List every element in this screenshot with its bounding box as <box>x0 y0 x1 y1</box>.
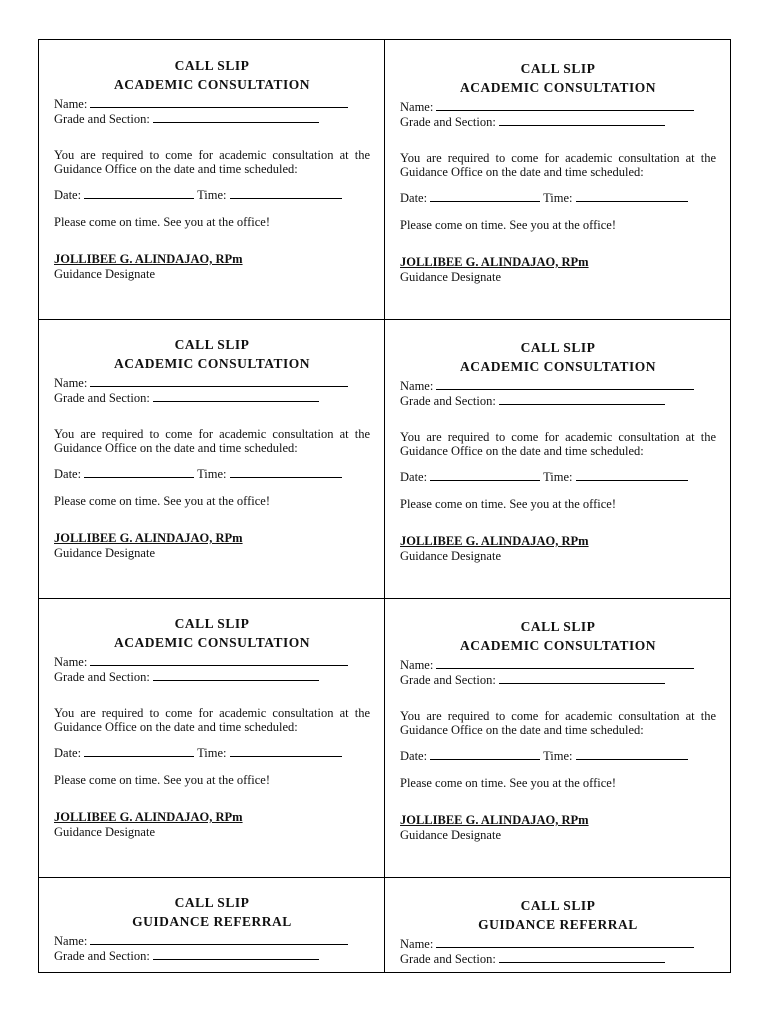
grade-row <box>400 115 716 130</box>
grade-blank <box>499 115 665 126</box>
name-row <box>54 376 370 391</box>
signer-title: Guidance Designate <box>400 828 502 842</box>
grade-label: Grade and Section: <box>54 111 150 126</box>
date-label: Date: <box>400 749 428 763</box>
signer-name: JOLLIBEE G. ALINDAJAO, RPm <box>54 810 243 824</box>
grade-blank <box>153 670 319 681</box>
date-time-row <box>400 470 716 485</box>
grade-blank <box>153 949 319 960</box>
call-slip-title: CALL SLIP <box>174 895 250 910</box>
name-label: Name: <box>400 100 434 114</box>
name-blank <box>436 937 694 948</box>
time-blank <box>230 467 342 478</box>
time-blank <box>230 188 342 199</box>
name-blank <box>90 97 348 108</box>
grade-label: Grade and Section: <box>54 390 150 405</box>
name-row <box>54 97 370 112</box>
time-blank <box>576 749 688 760</box>
name-row <box>54 934 370 949</box>
call-slip-title: CALL SLIP <box>520 340 596 355</box>
date-time-row <box>54 467 370 482</box>
grade-blank <box>499 394 665 405</box>
call-slip-title: CALL SLIP <box>520 898 596 913</box>
call-slip-sheet <box>38 39 731 973</box>
date-blank <box>430 191 540 202</box>
name-blank <box>436 100 694 111</box>
name-label: Name: <box>400 658 434 672</box>
name-row <box>54 655 370 670</box>
time-blank <box>576 470 688 481</box>
slip-heading: ACADEMIC CONSULTATION <box>114 356 310 371</box>
date-blank <box>430 749 540 760</box>
signer-name: JOLLIBEE G. ALINDAJAO, RPm <box>54 252 243 266</box>
date-label: Date: <box>400 191 428 205</box>
grade-blank <box>153 112 319 123</box>
name-label: Name: <box>400 379 434 393</box>
slip-heading: ACADEMIC CONSULTATION <box>460 80 656 95</box>
grade-row <box>400 394 716 409</box>
name-row <box>400 658 716 673</box>
call-slip <box>39 320 385 598</box>
call-slip <box>385 599 731 877</box>
reminder-text: Please come on time. See you at the office! <box>400 775 617 790</box>
date-label: Date: <box>54 746 82 760</box>
call-slip-title: CALL SLIP <box>174 616 250 631</box>
date-blank <box>84 467 194 478</box>
grade-row <box>54 112 370 127</box>
call-slip <box>385 40 731 319</box>
grade-row <box>54 670 370 685</box>
consultation-notice: You are required to come for academic consultation at the Guidance Office on the date and time scheduled: <box>54 427 370 455</box>
name-label: Name: <box>54 934 88 948</box>
date-blank <box>84 746 194 757</box>
signer-title: Guidance Designate <box>54 546 156 560</box>
grade-blank <box>153 391 319 402</box>
grade-label: Grade and Section: <box>400 672 496 687</box>
date-time-row <box>400 749 716 764</box>
time-blank <box>230 746 342 757</box>
consultation-notice: You are required to come for academic consultation at the Guidance Office on the date and time scheduled: <box>400 151 716 179</box>
date-label: Date: <box>54 188 82 202</box>
grade-label: Grade and Section: <box>400 393 496 408</box>
date-blank <box>430 470 540 481</box>
date-label: Date: <box>400 470 428 484</box>
slip-heading: ACADEMIC CONSULTATION <box>460 638 656 653</box>
signer-title: Guidance Designate <box>400 270 502 284</box>
call-slip-title: CALL SLIP <box>174 58 250 73</box>
name-row <box>400 379 716 394</box>
date-time-row <box>54 746 370 761</box>
slip-heading: ACADEMIC CONSULTATION <box>114 77 310 92</box>
name-blank <box>90 376 348 387</box>
grade-row <box>54 391 370 406</box>
name-blank <box>90 934 348 945</box>
reminder-text: Please come on time. See you at the office! <box>54 493 271 508</box>
slip-heading: GUIDANCE REFERRAL <box>132 914 292 929</box>
name-blank <box>90 655 348 666</box>
reminder-text: Please come on time. See you at the office! <box>54 772 271 787</box>
call-slip-title: CALL SLIP <box>520 619 596 634</box>
slip-heading: ACADEMIC CONSULTATION <box>114 635 310 650</box>
name-blank <box>436 658 694 669</box>
signer-title: Guidance Designate <box>54 267 156 281</box>
time-label: Time: <box>543 191 573 205</box>
grade-label: Grade and Section: <box>400 114 496 129</box>
consultation-notice: You are required to come for academic consultation at the Guidance Office on the date and time scheduled: <box>54 148 370 176</box>
consultation-notice: You are required to come for academic consultation at the Guidance Office on the date and time scheduled: <box>400 430 716 458</box>
call-slip <box>385 320 731 598</box>
date-label: Date: <box>54 467 82 481</box>
reminder-text: Please come on time. See you at the office! <box>400 217 617 232</box>
reminder-text: Please come on time. See you at the office! <box>400 496 617 511</box>
time-label: Time: <box>197 746 227 760</box>
date-time-row <box>54 188 370 203</box>
consultation-notice: You are required to come for academic consultation at the Guidance Office on the date and time scheduled: <box>54 706 370 734</box>
grade-blank <box>499 673 665 684</box>
time-blank <box>576 191 688 202</box>
call-slip <box>39 40 385 319</box>
signer-name: JOLLIBEE G. ALINDAJAO, RPm <box>400 534 589 548</box>
call-slip-title: CALL SLIP <box>174 337 250 352</box>
time-label: Time: <box>197 467 227 481</box>
grade-row <box>400 673 716 688</box>
call-slip <box>39 599 385 877</box>
call-slip-title: CALL SLIP <box>520 61 596 76</box>
grade-label: Grade and Section: <box>54 669 150 684</box>
time-label: Time: <box>197 188 227 202</box>
reminder-text: Please come on time. See you at the office! <box>54 214 271 229</box>
grade-label: Grade and Section: <box>54 948 150 963</box>
grade-label: Grade and Section: <box>400 951 496 966</box>
signer-title: Guidance Designate <box>54 825 156 839</box>
name-label: Name: <box>54 376 88 390</box>
name-blank <box>436 379 694 390</box>
name-label: Name: <box>400 937 434 951</box>
date-blank <box>84 188 194 199</box>
grade-row <box>400 952 716 967</box>
call-slip <box>39 878 385 973</box>
name-row <box>400 100 716 115</box>
signer-title: Guidance Designate <box>400 549 502 563</box>
date-time-row <box>400 191 716 206</box>
consultation-notice: You are required to come for academic consultation at the Guidance Office on the date and time scheduled: <box>400 709 716 737</box>
time-label: Time: <box>543 470 573 484</box>
grade-row <box>54 949 370 964</box>
slip-heading: ACADEMIC CONSULTATION <box>460 359 656 374</box>
name-label: Name: <box>54 97 88 111</box>
name-label: Name: <box>54 655 88 669</box>
grade-blank <box>499 952 665 963</box>
signer-name: JOLLIBEE G. ALINDAJAO, RPm <box>54 531 243 545</box>
signer-name: JOLLIBEE G. ALINDAJAO, RPm <box>400 813 589 827</box>
call-slip <box>385 878 731 973</box>
signer-name: JOLLIBEE G. ALINDAJAO, RPm <box>400 255 589 269</box>
slip-heading: GUIDANCE REFERRAL <box>478 917 638 932</box>
name-row <box>400 937 716 952</box>
time-label: Time: <box>543 749 573 763</box>
